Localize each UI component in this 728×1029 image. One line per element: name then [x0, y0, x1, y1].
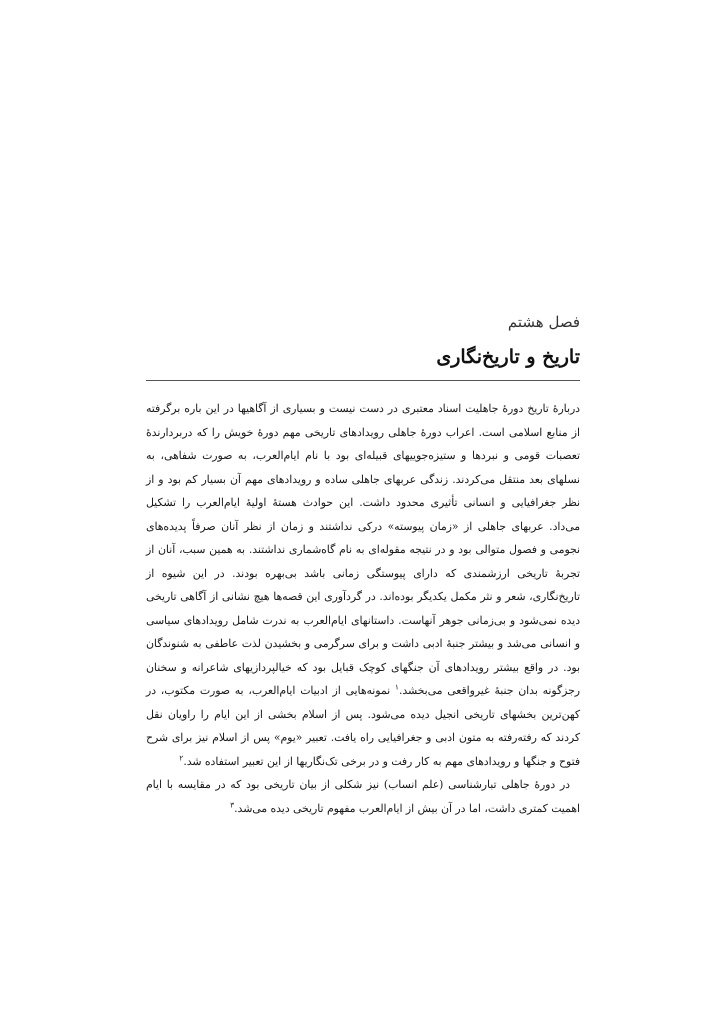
paragraph-1: [146, 397, 580, 773]
chapter-title: تاریخ و تاریخ‌نگاری: [436, 346, 580, 368]
chapter-label: فصل هشتم: [507, 313, 580, 331]
body-text: [146, 397, 580, 820]
chapter-header: [146, 312, 580, 381]
footnote-marker-1: ۱: [394, 682, 399, 692]
paragraph-2-text: در دورهٔ جاهلی تبارشناسی (علم انساب) نیز شکلی از بیان تاریخی بود که در مقایسه با ایام اهمیت کمتری داشت، اما در آن بیش از ایام‌العرب مفهوم تاریخی دیده می‌شد.: [146, 778, 580, 815]
footnote-marker-2: ۲: [179, 752, 184, 762]
paragraph-1-text: دربارهٔ تاریخ دورهٔ جاهلیت اسناد معتبری در دست نیست و بسیاری از آگاهیها در این باره برگرفته از منابع اسلامی است. اعراب دورهٔ جاهلی رویدادهای تاریخی مهم دورهٔ خویش را که دربردارندهٔ تعصبات قومی و نبردها و ستیزه‌جوییهای قبیله‌ای بود با نام ایام‌العرب، به صورت شفاهی، به نسلهای بعد منتقل می‌کردند. زندگی عربهای جاهلی ساده و رویدادهای مهم آن بسیار کم بود و از نظر جغرافیایی و انسانی تأثیری محدود داشت. این حوادث هستهٔ اولیهٔ ایام‌العرب را تشکیل می‌داد. عربهای جاهلی از «زمان پیوسته» درکی نداشتند و زمان از نظر آنان صرفاً پدیده‌های نجومی و فصول متوالی بود و در نتیجه مقوله‌ای به نام گاه‌شماری نداشتند. به همین سبب، آنان از تجربهٔ تاریخی ارزشمندی که دارای پیوستگی زمانی باشد بی‌بهره بودند. در این شیوه از تاریخ‌نگاری، شعر و نثر مکمل یکدیگر بوده‌اند. در گردآوری این قصه‌ها هیچ نشانی از آگاهی تاریخی دیده نمی‌شود و بی‌زمانی جوهر آنهاست. داستانهای ایام‌العرب به ندرت شامل رویدادهای سیاسی و انسانی می‌شد و بیشتر جنبهٔ ادبی داشت و برای سرگرمی و بخشیدن لذت عاطفی به شنوندگان بود. در واقع بیشتر رویدادهای آن جنگهای کوچک قبایل بود که خیالپردازیهای شاعرانه و سخنان رجزگونه بدان جنبهٔ غیرواقعی می‌بخشد.: [146, 402, 580, 697]
paragraph-2: [146, 773, 580, 820]
title-divider: [146, 380, 580, 381]
paragraph-1-continuation: نمونه‌هایی از ادبیات ایام‌العرب، به صورت مکتوب، در کهن‌ترین بخشهای تاریخی انجیل دیده می‌شود. پس از اسلام بخشی از این ایام را راویان نقل کردند که رفته‌رفته به متون ادبی و جغرافیایی راه یافت. تعبیر «یوم» پس از اسلام نیز برای شرح فتوح و جنگها و رویدادهای مهم به کار رفت و در برخی تک‌نگاریها از این تعبیر استفاده شد.: [146, 684, 580, 768]
footnote-marker-3: ۳: [230, 799, 235, 809]
